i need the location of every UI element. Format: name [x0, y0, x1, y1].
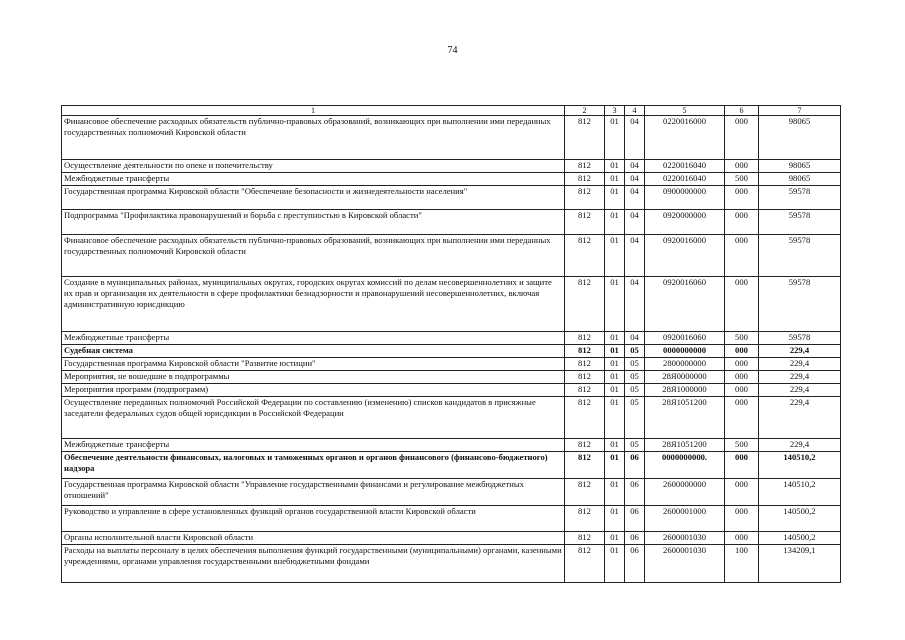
- expense-type-code: 000: [725, 277, 759, 332]
- section-code: 01: [605, 384, 625, 397]
- subsection-code: 04: [625, 277, 645, 332]
- amount: 140500,2: [759, 506, 841, 532]
- target-article-code: 0220016040: [645, 160, 725, 173]
- subsection-code: 06: [625, 479, 645, 506]
- table-row: [62, 235, 841, 277]
- ministry-code: 812: [565, 235, 605, 277]
- target-article-code: 0920016060: [645, 277, 725, 332]
- amount: 98065: [759, 160, 841, 173]
- row-description: Органы исполнительной власти Кировской области: [62, 532, 565, 545]
- ministry-code: 812: [565, 160, 605, 173]
- ministry-code: 812: [565, 186, 605, 210]
- header-cell: 1: [62, 106, 565, 116]
- amount: 140510,2: [759, 452, 841, 479]
- amount: 134209,1: [759, 545, 841, 583]
- table-row: [62, 506, 841, 532]
- expense-type-code: 000: [725, 384, 759, 397]
- expense-type-code: 000: [725, 532, 759, 545]
- amount: 98065: [759, 173, 841, 186]
- ministry-code: 812: [565, 371, 605, 384]
- expense-type-code: 500: [725, 332, 759, 345]
- table-row: [62, 397, 841, 439]
- section-code: 01: [605, 397, 625, 439]
- header-cell: 2: [565, 106, 605, 116]
- section-code: 01: [605, 452, 625, 479]
- section-code: 01: [605, 116, 625, 160]
- page-number: 74: [447, 45, 458, 56]
- expense-type-code: 000: [725, 235, 759, 277]
- row-description: Межбюджетные трансферты: [62, 439, 565, 452]
- amount: 229,4: [759, 384, 841, 397]
- subsection-code: 06: [625, 545, 645, 583]
- row-description: Осуществление деятельности по опеке и попечительству: [62, 160, 565, 173]
- row-description: Создание в муниципальных районах, муниципальных округах, городских округах комиссий по делам несовершеннолетних и защите их прав и организация их деятельности в сфере профилактики безнадзорности и правонарушений несовершеннолетних, включая административную юрисдикцию: [62, 277, 565, 332]
- section-code: 01: [605, 479, 625, 506]
- target-article-code: 0220016040: [645, 173, 725, 186]
- row-description: Государственная программа Кировской области "Развитие юстиции": [62, 358, 565, 371]
- table-row: [62, 173, 841, 186]
- subsection-code: 06: [625, 506, 645, 532]
- row-description: Расходы на выплаты персоналу в целях обеспечения выполнения функций государственными (муниципальными) органами, казенными учреждениями, органами управления государственными внебюджетными фондами: [62, 545, 565, 583]
- target-article-code: 0920016000: [645, 235, 725, 277]
- section-code: 01: [605, 371, 625, 384]
- target-article-code: 2600001000: [645, 506, 725, 532]
- amount: 59578: [759, 210, 841, 235]
- row-description: Государственная программа Кировской области "Обеспечение безопасности и жизнедеятельности населения": [62, 186, 565, 210]
- row-description: Судебная система: [62, 345, 565, 358]
- amount: 98065: [759, 116, 841, 160]
- ministry-code: 812: [565, 116, 605, 160]
- subsection-code: 04: [625, 186, 645, 210]
- subsection-code: 04: [625, 235, 645, 277]
- row-description: Мероприятия, не вошедшие в подпрограммы: [62, 371, 565, 384]
- target-article-code: 2600001030: [645, 532, 725, 545]
- row-description: Мероприятия программ (подпрограмм): [62, 384, 565, 397]
- section-code: 01: [605, 345, 625, 358]
- ministry-code: 812: [565, 332, 605, 345]
- amount: 229,4: [759, 439, 841, 452]
- expense-type-code: 000: [725, 397, 759, 439]
- section-code: 01: [605, 277, 625, 332]
- target-article-code: 0920016060: [645, 332, 725, 345]
- target-article-code: 2800000000: [645, 358, 725, 371]
- table-row: [62, 479, 841, 506]
- expense-type-code: 000: [725, 358, 759, 371]
- section-code: 01: [605, 358, 625, 371]
- row-description: Осуществление переданных полномочий Российской Федерации по составлению (изменению) списков кандидатов в присяжные заседатели федеральных судов общей юрисдикции в Российской Федерации: [62, 397, 565, 439]
- target-article-code: 0900000000: [645, 186, 725, 210]
- expense-type-code: 000: [725, 186, 759, 210]
- row-description: Руководство и управление в сфере установленных функций органов государственной власти Кировской области: [62, 506, 565, 532]
- section-code: 01: [605, 332, 625, 345]
- expense-type-code: 000: [725, 160, 759, 173]
- subsection-code: 04: [625, 210, 645, 235]
- amount: 140500,2: [759, 532, 841, 545]
- section-code: 01: [605, 235, 625, 277]
- subsection-code: 05: [625, 345, 645, 358]
- expense-type-code: 000: [725, 210, 759, 235]
- row-description: Финансовое обеспечение расходных обязательств публично-правовых образований, возникающих при выполнении ими переданных государственных полномочий Кировской области: [62, 116, 565, 160]
- row-description: Межбюджетные трансферты: [62, 332, 565, 345]
- amount: 59578: [759, 332, 841, 345]
- section-code: 01: [605, 506, 625, 532]
- section-code: 01: [605, 160, 625, 173]
- subsection-code: 05: [625, 439, 645, 452]
- table-row: [62, 186, 841, 210]
- ministry-code: 812: [565, 439, 605, 452]
- expense-type-code: 000: [725, 506, 759, 532]
- amount: 59578: [759, 277, 841, 332]
- amount: 229,4: [759, 345, 841, 358]
- ministry-code: 812: [565, 210, 605, 235]
- ministry-code: 812: [565, 173, 605, 186]
- table-header-row: [62, 106, 841, 116]
- target-article-code: 2600000000: [645, 479, 725, 506]
- ministry-code: 812: [565, 545, 605, 583]
- budget-table: [61, 105, 841, 583]
- subsection-code: 06: [625, 532, 645, 545]
- subsection-code: 05: [625, 384, 645, 397]
- table-body: [62, 116, 841, 583]
- table-row: [62, 277, 841, 332]
- subsection-code: 05: [625, 397, 645, 439]
- target-article-code: 28Я1051200: [645, 439, 725, 452]
- table-row: [62, 358, 841, 371]
- table-row: [62, 332, 841, 345]
- subsection-code: 04: [625, 332, 645, 345]
- amount: 140510,2: [759, 479, 841, 506]
- section-code: 01: [605, 210, 625, 235]
- subsection-code: 04: [625, 116, 645, 160]
- section-code: 01: [605, 186, 625, 210]
- target-article-code: 28Я0000000: [645, 371, 725, 384]
- expense-type-code: 500: [725, 173, 759, 186]
- table-row: [62, 532, 841, 545]
- ministry-code: 812: [565, 479, 605, 506]
- table-row: [62, 452, 841, 479]
- subsection-code: 04: [625, 160, 645, 173]
- target-article-code: 0000000000.: [645, 452, 725, 479]
- amount: 229,4: [759, 371, 841, 384]
- table-row: [62, 160, 841, 173]
- subsection-code: 05: [625, 358, 645, 371]
- ministry-code: 812: [565, 358, 605, 371]
- row-description: Обеспечение деятельности финансовых, налоговых и таможенных органов и органов финансового (финансово-бюджетного) надзора: [62, 452, 565, 479]
- subsection-code: 04: [625, 173, 645, 186]
- ministry-code: 812: [565, 452, 605, 479]
- expense-type-code: 000: [725, 452, 759, 479]
- target-article-code: 28Я1000000: [645, 384, 725, 397]
- ministry-code: 812: [565, 384, 605, 397]
- table-row: [62, 371, 841, 384]
- row-description: Финансовое обеспечение расходных обязательств публично-правовых образований, возникающих при выполнении ими переданных государственных полномочий Кировской области: [62, 235, 565, 277]
- expense-type-code: 000: [725, 116, 759, 160]
- amount: 229,4: [759, 397, 841, 439]
- expense-type-code: 000: [725, 345, 759, 358]
- expense-type-code: 000: [725, 479, 759, 506]
- header-cell: 4: [625, 106, 645, 116]
- ministry-code: 812: [565, 397, 605, 439]
- target-article-code: 28Я1051200: [645, 397, 725, 439]
- subsection-code: 06: [625, 452, 645, 479]
- header-cell: 7: [759, 106, 841, 116]
- expense-type-code: 100: [725, 545, 759, 583]
- ministry-code: 812: [565, 532, 605, 545]
- row-description: Подпрограмма "Профилактика правонарушений и борьба с преступностью в Кировской области": [62, 210, 565, 235]
- table-row: [62, 116, 841, 160]
- ministry-code: 812: [565, 345, 605, 358]
- section-code: 01: [605, 173, 625, 186]
- table-row: [62, 345, 841, 358]
- expense-type-code: 000: [725, 371, 759, 384]
- row-description: Межбюджетные трансферты: [62, 173, 565, 186]
- table-row: [62, 439, 841, 452]
- target-article-code: 0920000000: [645, 210, 725, 235]
- ministry-code: 812: [565, 277, 605, 332]
- section-code: 01: [605, 545, 625, 583]
- section-code: 01: [605, 532, 625, 545]
- header-cell: 3: [605, 106, 625, 116]
- header-cell: 6: [725, 106, 759, 116]
- table-row: [62, 210, 841, 235]
- target-article-code: 0220016000: [645, 116, 725, 160]
- ministry-code: 812: [565, 506, 605, 532]
- amount: 59578: [759, 235, 841, 277]
- expense-type-code: 500: [725, 439, 759, 452]
- section-code: 01: [605, 439, 625, 452]
- row-description: Государственная программа Кировской области "Управление государственными финансами и регулирование межбюджетных отношений": [62, 479, 565, 506]
- target-article-code: 2600001030: [645, 545, 725, 583]
- table-row: [62, 545, 841, 583]
- amount: 59578: [759, 186, 841, 210]
- subsection-code: 05: [625, 371, 645, 384]
- header-cell: 5: [645, 106, 725, 116]
- amount: 229,4: [759, 358, 841, 371]
- table-row: [62, 384, 841, 397]
- target-article-code: 0000000000: [645, 345, 725, 358]
